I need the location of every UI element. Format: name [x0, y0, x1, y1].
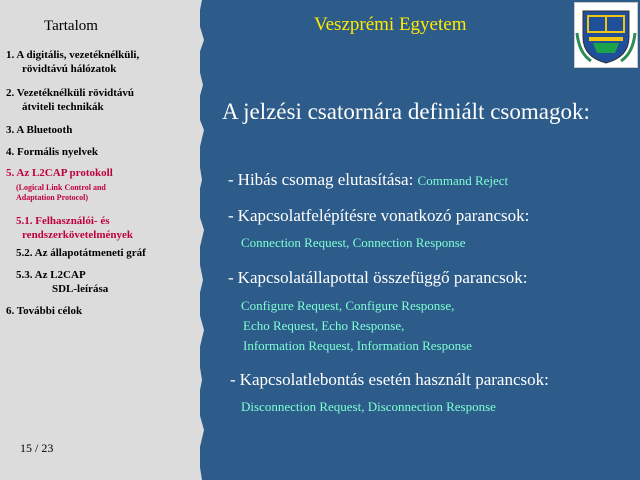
bullet-dash: -: [228, 206, 234, 225]
nav-item-5-2[interactable]: 5.2. Az állapotátmeneti gráf: [16, 247, 146, 259]
nav-item-5-1[interactable]: [16, 214, 133, 242]
nav-item-1-line1: 1. A digitális, vezetéknélküli,: [6, 49, 140, 61]
nav-item-5-3-line1: 5.3. Az L2CAP: [16, 269, 86, 281]
slide-heading: A jelzési csatornára definiált csomagok:: [222, 99, 590, 124]
university-crest-icon: [574, 2, 638, 68]
nav-item-4[interactable]: 4. Formális nyelvek: [6, 146, 98, 158]
nav-item-2[interactable]: [6, 86, 134, 114]
nav-item-6[interactable]: 6. További célok: [6, 305, 83, 317]
torn-edge-decoration: [192, 0, 208, 480]
nav-item-5-3-line2: SDL-leírása: [52, 283, 109, 295]
packet-item-disconnect: [230, 370, 549, 390]
nav-item-5-1-line1: 5.1. Felhasználói- és: [16, 215, 110, 227]
university-title: Veszprémi Egyetem: [314, 14, 467, 35]
nav-item-1[interactable]: [6, 48, 139, 76]
command-line: Disconnection Request, Disconnection Response: [241, 399, 496, 414]
packet-item-config: [228, 268, 528, 288]
command-line: Information Request, Information Response: [243, 338, 472, 353]
page-number: 15 / 23: [20, 441, 54, 455]
nav-item-1-line2: rövidtávú hálózatok: [22, 63, 117, 75]
sidebar: [0, 0, 200, 480]
nav-item-5-3[interactable]: [16, 268, 108, 296]
packet-item-connect: [228, 206, 529, 226]
nav-item-5-subtitle-line1: (Logical Link Control and: [16, 183, 106, 192]
item-label: Kapcsolatállapottal összefüggő parancsok:: [237, 268, 528, 287]
bullet-dash: -: [228, 268, 234, 287]
bullet-dash: -: [230, 370, 236, 389]
nav-item-2-line2: átviteli technikák: [22, 101, 104, 113]
sidebar-title: Tartalom: [44, 18, 98, 34]
command-line: Echo Request, Echo Response,: [243, 318, 405, 333]
nav-item-5-1-line2: rendszerkövetelmények: [22, 229, 133, 241]
item-label: Kapcsolatfelépítésre vonatkozó parancsok:: [237, 206, 530, 225]
command-name: Command Reject: [417, 173, 509, 188]
bullet-dash: -: [228, 170, 234, 189]
item-label: Hibás csomag elutasítása:: [237, 170, 414, 189]
item-label: Kapcsolatlebontás esetén használt parancsok:: [239, 370, 549, 389]
nav-item-5-subtitle-line2: Adaptation Protocol): [16, 193, 89, 202]
nav-item-5-subtitle: [16, 183, 106, 203]
command-line: Configure Request, Configure Response,: [241, 298, 455, 313]
nav-item-5[interactable]: 5. Az L2CAP protokoll: [6, 167, 113, 179]
packet-item-reject: [228, 170, 508, 190]
nav-item-2-line1: 2. Vezetéknélküli rövidtávú: [6, 87, 135, 99]
command-line: Connection Request, Connection Response: [241, 235, 466, 250]
nav-item-3[interactable]: 3. A Bluetooth: [6, 124, 73, 136]
